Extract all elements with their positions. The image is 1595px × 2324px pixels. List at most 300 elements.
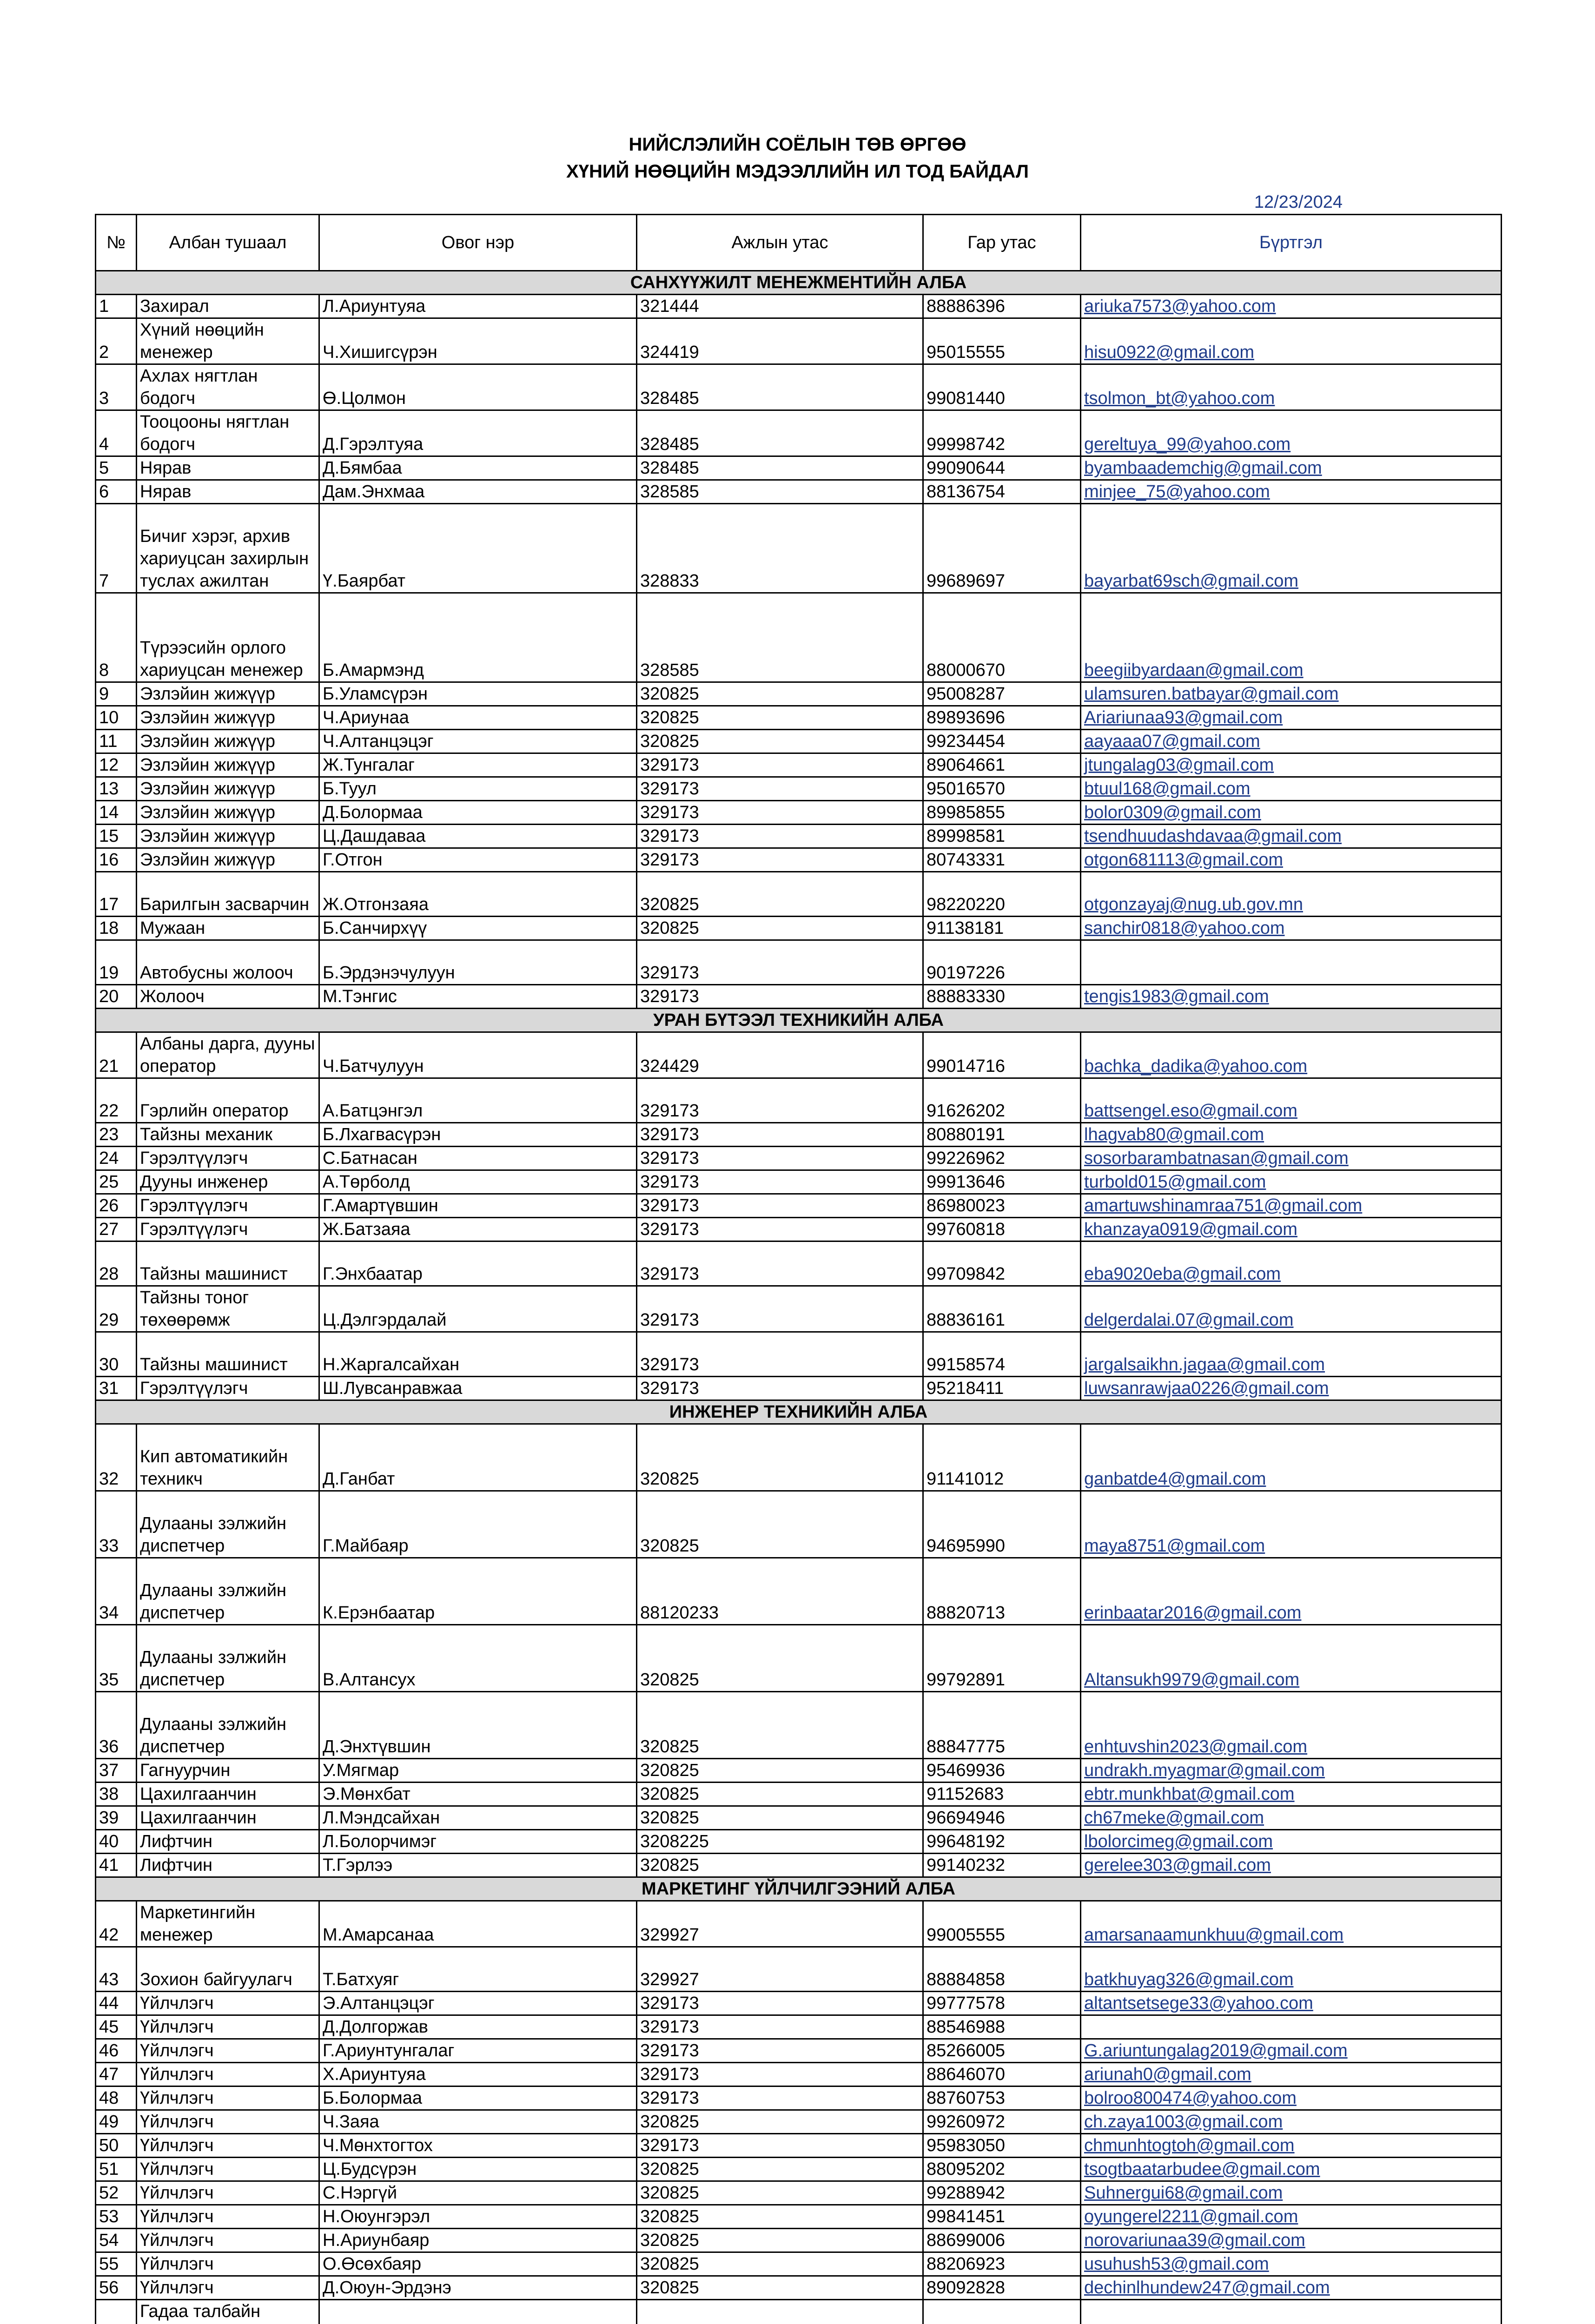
name-cell: У.Мягмар — [319, 1759, 637, 1783]
document-subtitle: ХҮНИЙ НӨӨЦИЙН МЭДЭЭЛЛИЙН ИЛ ТОД БАЙДАЛ — [566, 161, 1029, 182]
name-cell: В.Алтансух — [319, 1625, 637, 1692]
mobile-cell: 99005555 — [923, 1901, 1081, 1947]
position-cell: Дууны инженер — [137, 1170, 319, 1194]
name-cell: А.Төрболд — [319, 1170, 637, 1194]
name-cell: Н.Жаргалсайхан — [319, 1332, 637, 1377]
email-cell[interactable]: lbolorcimeg@gmail.com — [1081, 1830, 1502, 1854]
table-row — [96, 364, 1502, 410]
row-number — [96, 2300, 137, 2324]
column-header-work-phone: Ажлын утас — [637, 215, 923, 271]
email-cell[interactable]: undrakh.myagmar@gmail.com — [1081, 1759, 1502, 1783]
email-cell[interactable]: eba9020eba@gmail.com — [1081, 1241, 1502, 1286]
email-cell[interactable]: tsendhuudashdavaa@gmail.com — [1081, 825, 1502, 848]
mobile-cell: 95218411 — [923, 1377, 1081, 1400]
name-cell: А.Батцэнгэл — [319, 1078, 637, 1123]
email-cell[interactable]: luwsanrawjaa0226@gmail.com — [1081, 1377, 1502, 1400]
email-cell[interactable]: oyungerel2211@gmail.com — [1081, 2205, 1502, 2229]
staff-table-body — [96, 271, 1502, 2324]
row-number: 41 — [96, 1854, 137, 1877]
row-number: 1 — [96, 295, 137, 318]
email-cell[interactable]: battsengel.eso@gmail.com — [1081, 1078, 1502, 1123]
work-phone-cell: 321444 — [637, 295, 923, 318]
row-number: 29 — [96, 1286, 137, 1332]
row-number: 31 — [96, 1377, 137, 1400]
name-cell: Д.Оюун-Эрдэнэ — [319, 2276, 637, 2300]
email-cell[interactable]: minjee_75@yahoo.com — [1081, 480, 1502, 504]
name-cell: Д.Ганбат — [319, 1424, 637, 1491]
mobile-cell: 85266005 — [923, 2039, 1081, 2063]
position-cell: Тайзны тоног төхөөрөмж — [137, 1286, 319, 1332]
work-phone-cell: 329173 — [637, 2086, 923, 2110]
email-cell[interactable]: tsolmon_bt@yahoo.com — [1081, 364, 1502, 410]
email-cell[interactable]: ebtr.munkhbat@gmail.com — [1081, 1783, 1502, 1806]
table-row — [96, 848, 1502, 872]
position-cell: Үйлчлэгч — [137, 2276, 319, 2300]
email-cell[interactable]: sanchir0818@yahoo.com — [1081, 917, 1502, 940]
email-cell[interactable]: jtungalag03@gmail.com — [1081, 753, 1502, 777]
mobile-cell: 89064661 — [923, 753, 1081, 777]
name-cell: Г.Ариунтунгалаг — [319, 2039, 637, 2063]
name-cell: Ч.Мөнхтогтох — [319, 2134, 637, 2158]
position-cell: Тайзны машинист — [137, 1241, 319, 1286]
name-cell: Ж.Тунгалаг — [319, 753, 637, 777]
row-number: 22 — [96, 1078, 137, 1123]
email-cell[interactable]: sosorbarambatnasan@gmail.com — [1081, 1147, 1502, 1170]
name-cell: Л.Ариунтуяа — [319, 295, 637, 318]
column-header-mobile: Гар утас — [923, 215, 1081, 271]
table-row — [96, 1901, 1502, 1947]
position-cell: Кип автоматикийн техникч — [137, 1424, 319, 1491]
name-cell: Б.Эрдэнэчулуун — [319, 940, 637, 985]
mobile-cell: 99090644 — [923, 456, 1081, 480]
email-cell[interactable]: maya8751@gmail.com — [1081, 1491, 1502, 1558]
position-cell: Цахилгаанчин — [137, 1783, 319, 1806]
work-phone-cell: 320825 — [637, 1625, 923, 1692]
position-cell: Гэрэлтүүлэгч — [137, 1218, 319, 1241]
row-number: 38 — [96, 1783, 137, 1806]
work-phone-cell: 320825 — [637, 2205, 923, 2229]
table-row — [96, 318, 1502, 364]
table-row — [96, 2134, 1502, 2158]
table-row — [96, 2181, 1502, 2205]
name-cell: Ө.Цолмон — [319, 364, 637, 410]
email-cell[interactable]: beegiibyardaan@gmail.com — [1081, 593, 1502, 682]
position-cell: Үйлчлэгч — [137, 2039, 319, 2063]
mobile-cell: 86980023 — [923, 1194, 1081, 1218]
position-cell: Эзлэйин жижүүр — [137, 848, 319, 872]
column-header-registry: Бүртгэл — [1081, 215, 1502, 271]
mobile-cell: 80880191 — [923, 1123, 1081, 1147]
email-cell[interactable] — [1081, 2300, 1502, 2324]
work-phone-cell: 328485 — [637, 456, 923, 480]
position-cell: Дулааны зэлжийн диспетчер — [137, 1558, 319, 1625]
email-cell[interactable]: ulamsuren.batbayar@gmail.com — [1081, 682, 1502, 706]
email-cell[interactable]: chmunhtogtoh@gmail.com — [1081, 2134, 1502, 2158]
mobile-cell: 88847775 — [923, 1692, 1081, 1759]
position-cell: Маркетингийн менежер — [137, 1901, 319, 1947]
table-row — [96, 1078, 1502, 1123]
row-number: 43 — [96, 1947, 137, 1992]
work-phone-cell: 3208225 — [637, 1830, 923, 1854]
row-number: 12 — [96, 753, 137, 777]
row-number: 16 — [96, 848, 137, 872]
position-cell: Мужаан — [137, 917, 319, 940]
table-row — [96, 1032, 1502, 1078]
work-phone-cell: 320825 — [637, 2252, 923, 2276]
position-cell: Гэрэлтүүлэгч — [137, 1147, 319, 1170]
position-cell: Лифтчин — [137, 1830, 319, 1854]
work-phone-cell: 329173 — [637, 1123, 923, 1147]
name-cell: Б.Туул — [319, 777, 637, 801]
table-row — [96, 777, 1502, 801]
row-number: 20 — [96, 985, 137, 1009]
row-number: 10 — [96, 706, 137, 730]
row-number: 6 — [96, 480, 137, 504]
work-phone-cell: 320825 — [637, 2158, 923, 2181]
mobile-cell: 89998581 — [923, 825, 1081, 848]
table-row — [96, 872, 1502, 917]
email-cell[interactable]: bachka_dadika@yahoo.com — [1081, 1032, 1502, 1078]
email-cell[interactable]: gerelee303@gmail.com — [1081, 1854, 1502, 1877]
work-phone-cell: 320825 — [637, 1692, 923, 1759]
name-cell: С.Нэргүй — [319, 2181, 637, 2205]
table-row — [96, 1830, 1502, 1854]
name-cell: Б.Санчирхүү — [319, 917, 637, 940]
work-phone-cell: 329173 — [637, 825, 923, 848]
work-phone-cell: 320825 — [637, 682, 923, 706]
name-cell: Ц.Дашдаваа — [319, 825, 637, 848]
email-cell[interactable]: G.ariuntungalag2019@gmail.com — [1081, 2039, 1502, 2063]
work-phone-cell: 320825 — [637, 1783, 923, 1806]
email-cell[interactable]: amarsanaamunkhuu@gmail.com — [1081, 1901, 1502, 1947]
table-row — [96, 2229, 1502, 2252]
section-title: ИНЖЕНЕР ТЕХНИКИЙН АЛБА — [96, 1400, 1502, 1424]
name-cell: Т.Батхуяг — [319, 1947, 637, 1992]
email-cell[interactable]: jargalsaikhn.jagaa@gmail.com — [1081, 1332, 1502, 1377]
work-phone-cell: 329173 — [637, 1194, 923, 1218]
mobile-cell: 91626202 — [923, 1078, 1081, 1123]
row-number: 52 — [96, 2181, 137, 2205]
section-title: УРАН БҮТЭЭЛ ТЕХНИКИЙН АЛБА — [96, 1009, 1502, 1032]
row-number: 55 — [96, 2252, 137, 2276]
name-cell: Ч.Батчулуун — [319, 1032, 637, 1078]
table-row — [96, 2158, 1502, 2181]
position-cell: Ахлах нягтлан бодогч — [137, 364, 319, 410]
name-cell: Н.Оюунгэрэл — [319, 2205, 637, 2229]
email-cell[interactable]: btuul168@gmail.com — [1081, 777, 1502, 801]
table-row — [96, 1992, 1502, 2015]
work-phone-cell: 320825 — [637, 706, 923, 730]
mobile-cell: 99140232 — [923, 1854, 1081, 1877]
row-number: 28 — [96, 1241, 137, 1286]
row-number: 40 — [96, 1830, 137, 1854]
row-number: 14 — [96, 801, 137, 825]
table-row — [96, 1424, 1502, 1491]
name-cell: М.Тэнгис — [319, 985, 637, 1009]
work-phone-cell: 320825 — [637, 872, 923, 917]
position-cell: Лифтчин — [137, 1854, 319, 1877]
row-number: 15 — [96, 825, 137, 848]
email-cell[interactable]: ganbatde4@gmail.com — [1081, 1424, 1502, 1491]
mobile-cell: 99226962 — [923, 1147, 1081, 1170]
mobile-cell: 99760818 — [923, 1218, 1081, 1241]
row-number: 48 — [96, 2086, 137, 2110]
email-cell[interactable]: norovariunaa39@gmail.com — [1081, 2229, 1502, 2252]
position-cell: Үйлчлэгч — [137, 2015, 319, 2039]
row-number: 5 — [96, 456, 137, 480]
mobile-cell: 99689697 — [923, 504, 1081, 593]
position-cell: Хүний нөөцийн менежер — [137, 318, 319, 364]
row-number: 35 — [96, 1625, 137, 1692]
row-number: 50 — [96, 2134, 137, 2158]
work-phone-cell: 329173 — [637, 1078, 923, 1123]
position-cell: Албаны дарга, дууны оператор — [137, 1032, 319, 1078]
name-cell: Л.Мэндсайхан — [319, 1806, 637, 1830]
email-cell[interactable]: enhtuvshin2023@gmail.com — [1081, 1692, 1502, 1759]
name-cell: О.Өсөхбаяр — [319, 2252, 637, 2276]
name-cell: Г.Майбаяр — [319, 1491, 637, 1558]
position-cell: Гэрлийн оператор — [137, 1078, 319, 1123]
position-cell: Үйлчлэгч — [137, 2134, 319, 2158]
table-row — [96, 1332, 1502, 1377]
row-number: 18 — [96, 917, 137, 940]
work-phone-cell: 329173 — [637, 1377, 923, 1400]
work-phone-cell: 329173 — [637, 848, 923, 872]
mobile-cell: 89985855 — [923, 801, 1081, 825]
mobile-cell: 99234454 — [923, 730, 1081, 753]
email-cell[interactable]: usuhush53@gmail.com — [1081, 2252, 1502, 2276]
mobile-cell: 80743331 — [923, 848, 1081, 872]
email-cell[interactable]: Suhnergui68@gmail.com — [1081, 2181, 1502, 2205]
position-cell: Эзлэйин жижүүр — [137, 682, 319, 706]
mobile-cell: 99777578 — [923, 1992, 1081, 2015]
email-cell[interactable]: tengis1983@gmail.com — [1081, 985, 1502, 1009]
email-cell[interactable]: Altansukh9979@gmail.com — [1081, 1625, 1502, 1692]
mobile-cell: 91152683 — [923, 1783, 1081, 1806]
table-row — [96, 1759, 1502, 1783]
position-cell: Гадаа талбайн — [137, 2300, 319, 2324]
row-number: 36 — [96, 1692, 137, 1759]
name-cell: С.Батнасан — [319, 1147, 637, 1170]
mobile-cell: 99648192 — [923, 1830, 1081, 1854]
position-cell: Үйлчлэгч — [137, 2063, 319, 2086]
work-phone-cell: 324419 — [637, 318, 923, 364]
name-cell: Ч.Ариунаа — [319, 706, 637, 730]
mobile-cell: 88884858 — [923, 1947, 1081, 1992]
work-phone-cell: 329173 — [637, 2063, 923, 2086]
email-cell[interactable]: bayarbat69sch@gmail.com — [1081, 504, 1502, 593]
section-header-row — [96, 271, 1502, 295]
email-cell[interactable]: batkhuyag326@gmail.com — [1081, 1947, 1502, 1992]
mobile-cell: 88820713 — [923, 1558, 1081, 1625]
row-number: 37 — [96, 1759, 137, 1783]
name-cell: Б.Лхагвасүрэн — [319, 1123, 637, 1147]
name-cell: Г.Отгон — [319, 848, 637, 872]
name-cell: Ш.Лувсанравжаа — [319, 1377, 637, 1400]
table-row — [96, 682, 1502, 706]
work-phone-cell: 320825 — [637, 917, 923, 940]
mobile-cell: 88883330 — [923, 985, 1081, 1009]
position-cell: Тооцооны нягтлан бодогч — [137, 410, 319, 456]
report-date: 12/23/2024 — [1254, 192, 1343, 212]
email-cell[interactable]: bolor0309@gmail.com — [1081, 801, 1502, 825]
name-cell: Ж.Отгонзаяа — [319, 872, 637, 917]
email-cell[interactable]: ariunah0@gmail.com — [1081, 2063, 1502, 2086]
table-row — [96, 2063, 1502, 2086]
mobile-cell: 99288942 — [923, 2181, 1081, 2205]
row-number: 23 — [96, 1123, 137, 1147]
work-phone-cell: 329173 — [637, 2015, 923, 2039]
document-title: НИЙСЛЭЛИЙН СОЁЛЫН ТӨВ ӨРГӨӨ — [629, 134, 966, 155]
email-cell[interactable]: khanzaya0919@gmail.com — [1081, 1218, 1502, 1241]
table-row — [96, 295, 1502, 318]
table-row — [96, 2205, 1502, 2229]
mobile-cell: 99998742 — [923, 410, 1081, 456]
work-phone-cell: 324429 — [637, 1032, 923, 1078]
email-cell[interactable]: ch67meke@gmail.com — [1081, 1806, 1502, 1830]
email-cell[interactable]: byambaademchig@gmail.com — [1081, 456, 1502, 480]
section-header-row — [96, 1400, 1502, 1424]
name-cell: Г.Энхбаатар — [319, 1241, 637, 1286]
row-number: 4 — [96, 410, 137, 456]
name-cell: Н.Ариунбаяр — [319, 2229, 637, 2252]
name-cell: Ж.Батзаяа — [319, 1218, 637, 1241]
mobile-cell: 95983050 — [923, 2134, 1081, 2158]
name-cell: Д.Бямбаа — [319, 456, 637, 480]
row-number: 26 — [96, 1194, 137, 1218]
table-row — [96, 2110, 1502, 2134]
email-cell[interactable]: ch.zaya1003@gmail.com — [1081, 2110, 1502, 2134]
mobile-cell: 88206923 — [923, 2252, 1081, 2276]
mobile-cell: 88699006 — [923, 2229, 1081, 2252]
row-number: 17 — [96, 872, 137, 917]
position-cell: Гэрэлтүүлэгч — [137, 1377, 319, 1400]
position-cell: Үйлчлэгч — [137, 2205, 319, 2229]
mobile-cell: 91141012 — [923, 1424, 1081, 1491]
work-phone-cell: 320825 — [637, 2229, 923, 2252]
name-cell: Д.Долгоржав — [319, 2015, 637, 2039]
email-cell[interactable]: ariuka7573@yahoo.com — [1081, 295, 1502, 318]
name-cell: Д.Энхтүвшин — [319, 1692, 637, 1759]
email-cell[interactable]: turbold015@gmail.com — [1081, 1170, 1502, 1194]
name-cell: Б.Амармэнд — [319, 593, 637, 682]
email-cell[interactable]: gereltuya_99@yahoo.com — [1081, 410, 1502, 456]
table-row — [96, 2276, 1502, 2300]
email-cell[interactable]: hisu0922@gmail.com — [1081, 318, 1502, 364]
work-phone-cell: 320825 — [637, 730, 923, 753]
email-cell[interactable]: bolroo800474@yahoo.com — [1081, 2086, 1502, 2110]
row-number: 49 — [96, 2110, 137, 2134]
position-cell: Барилгын засварчин — [137, 872, 319, 917]
row-number: 39 — [96, 1806, 137, 1830]
work-phone-cell: 329173 — [637, 801, 923, 825]
position-cell: Үйлчлэгч — [137, 2158, 319, 2181]
mobile-cell: 98220220 — [923, 872, 1081, 917]
work-phone-cell: 329173 — [637, 1992, 923, 2015]
table-row — [96, 1241, 1502, 1286]
mobile-cell: 91138181 — [923, 917, 1081, 940]
row-number: 44 — [96, 1992, 137, 2015]
work-phone-cell: 328585 — [637, 480, 923, 504]
email-cell[interactable]: otgon681113@gmail.com — [1081, 848, 1502, 872]
position-cell: Тайзны механик — [137, 1123, 319, 1147]
position-cell: Үйлчлэгч — [137, 2181, 319, 2205]
mobile-cell: 96694946 — [923, 1806, 1081, 1830]
position-cell: Зохион байгуулагч — [137, 1947, 319, 1992]
email-cell[interactable]: dechinlhundew247@gmail.com — [1081, 2276, 1502, 2300]
mobile-cell: 89893696 — [923, 706, 1081, 730]
work-phone-cell: 329173 — [637, 1170, 923, 1194]
work-phone-cell: 320825 — [637, 2110, 923, 2134]
name-cell: Ч.Алтанцэцэг — [319, 730, 637, 753]
table-row — [96, 940, 1502, 985]
table-row — [96, 730, 1502, 753]
work-phone-cell: 329173 — [637, 1218, 923, 1241]
email-cell[interactable]: tsogtbaatarbudee@gmail.com — [1081, 2158, 1502, 2181]
position-cell: Үйлчлэгч — [137, 1992, 319, 2015]
mobile-cell: 88000670 — [923, 593, 1081, 682]
email-cell[interactable]: lhagvab80@gmail.com — [1081, 1123, 1502, 1147]
position-cell: Үйлчлэгч — [137, 2229, 319, 2252]
work-phone-cell: 320825 — [637, 1759, 923, 1783]
position-cell: Үйлчлэгч — [137, 2252, 319, 2276]
work-phone-cell: 329173 — [637, 985, 923, 1009]
position-cell: Үйлчлэгч — [137, 2110, 319, 2134]
row-number: 27 — [96, 1218, 137, 1241]
row-number: 46 — [96, 2039, 137, 2063]
work-phone-cell: 329173 — [637, 2134, 923, 2158]
table-row — [96, 1147, 1502, 1170]
row-number: 30 — [96, 1332, 137, 1377]
position-cell: Дулааны зэлжийн диспетчер — [137, 1692, 319, 1759]
mobile-cell: 88886396 — [923, 295, 1081, 318]
section-title: САНХҮҮЖИЛТ МЕНЕЖМЕНТИЙН АЛБА — [96, 271, 1502, 295]
work-phone-cell: 329173 — [637, 753, 923, 777]
position-cell: Бичиг хэрэг, архив хариуцсан захирлын туслах ажилтан — [137, 504, 319, 593]
work-phone-cell: 329173 — [637, 940, 923, 985]
email-cell[interactable]: delgerdalai.07@gmail.com — [1081, 1286, 1502, 1332]
mobile-cell: 88646070 — [923, 2063, 1081, 2086]
work-phone-cell: 329173 — [637, 1332, 923, 1377]
name-cell: Э.Мөнхбат — [319, 1783, 637, 1806]
position-cell: Захирал — [137, 295, 319, 318]
email-cell[interactable]: altantsetsege33@yahoo.com — [1081, 1992, 1502, 2015]
table-row — [96, 2086, 1502, 2110]
position-cell: Гагнуурчин — [137, 1759, 319, 1783]
email-cell[interactable]: erinbaatar2016@gmail.com — [1081, 1558, 1502, 1625]
table-row — [96, 753, 1502, 777]
name-cell: Б.Болормаа — [319, 2086, 637, 2110]
row-number: 42 — [96, 1901, 137, 1947]
email-cell[interactable]: amartuwshinamraa751@gmail.com — [1081, 1194, 1502, 1218]
mobile-cell: 99841451 — [923, 2205, 1081, 2229]
row-number: 56 — [96, 2276, 137, 2300]
mobile-cell: 99081440 — [923, 364, 1081, 410]
work-phone-cell: 320825 — [637, 1854, 923, 1877]
email-cell[interactable]: Ariariunaa93@gmail.com — [1081, 706, 1502, 730]
position-cell: Эзлэйин жижүүр — [137, 706, 319, 730]
column-header-name: Овог нэр — [319, 215, 637, 271]
mobile-cell: 88095202 — [923, 2158, 1081, 2181]
name-cell: К.Ерэнбаатар — [319, 1558, 637, 1625]
table-row — [96, 1625, 1502, 1692]
mobile-cell: 99014716 — [923, 1032, 1081, 1078]
email-cell[interactable]: aayaaa07@gmail.com — [1081, 730, 1502, 753]
table-row — [96, 801, 1502, 825]
email-cell[interactable]: otgonzayaj@nug.ub.gov.mn — [1081, 872, 1502, 917]
mobile-cell: 99158574 — [923, 1332, 1081, 1377]
mobile-cell: 95016570 — [923, 777, 1081, 801]
